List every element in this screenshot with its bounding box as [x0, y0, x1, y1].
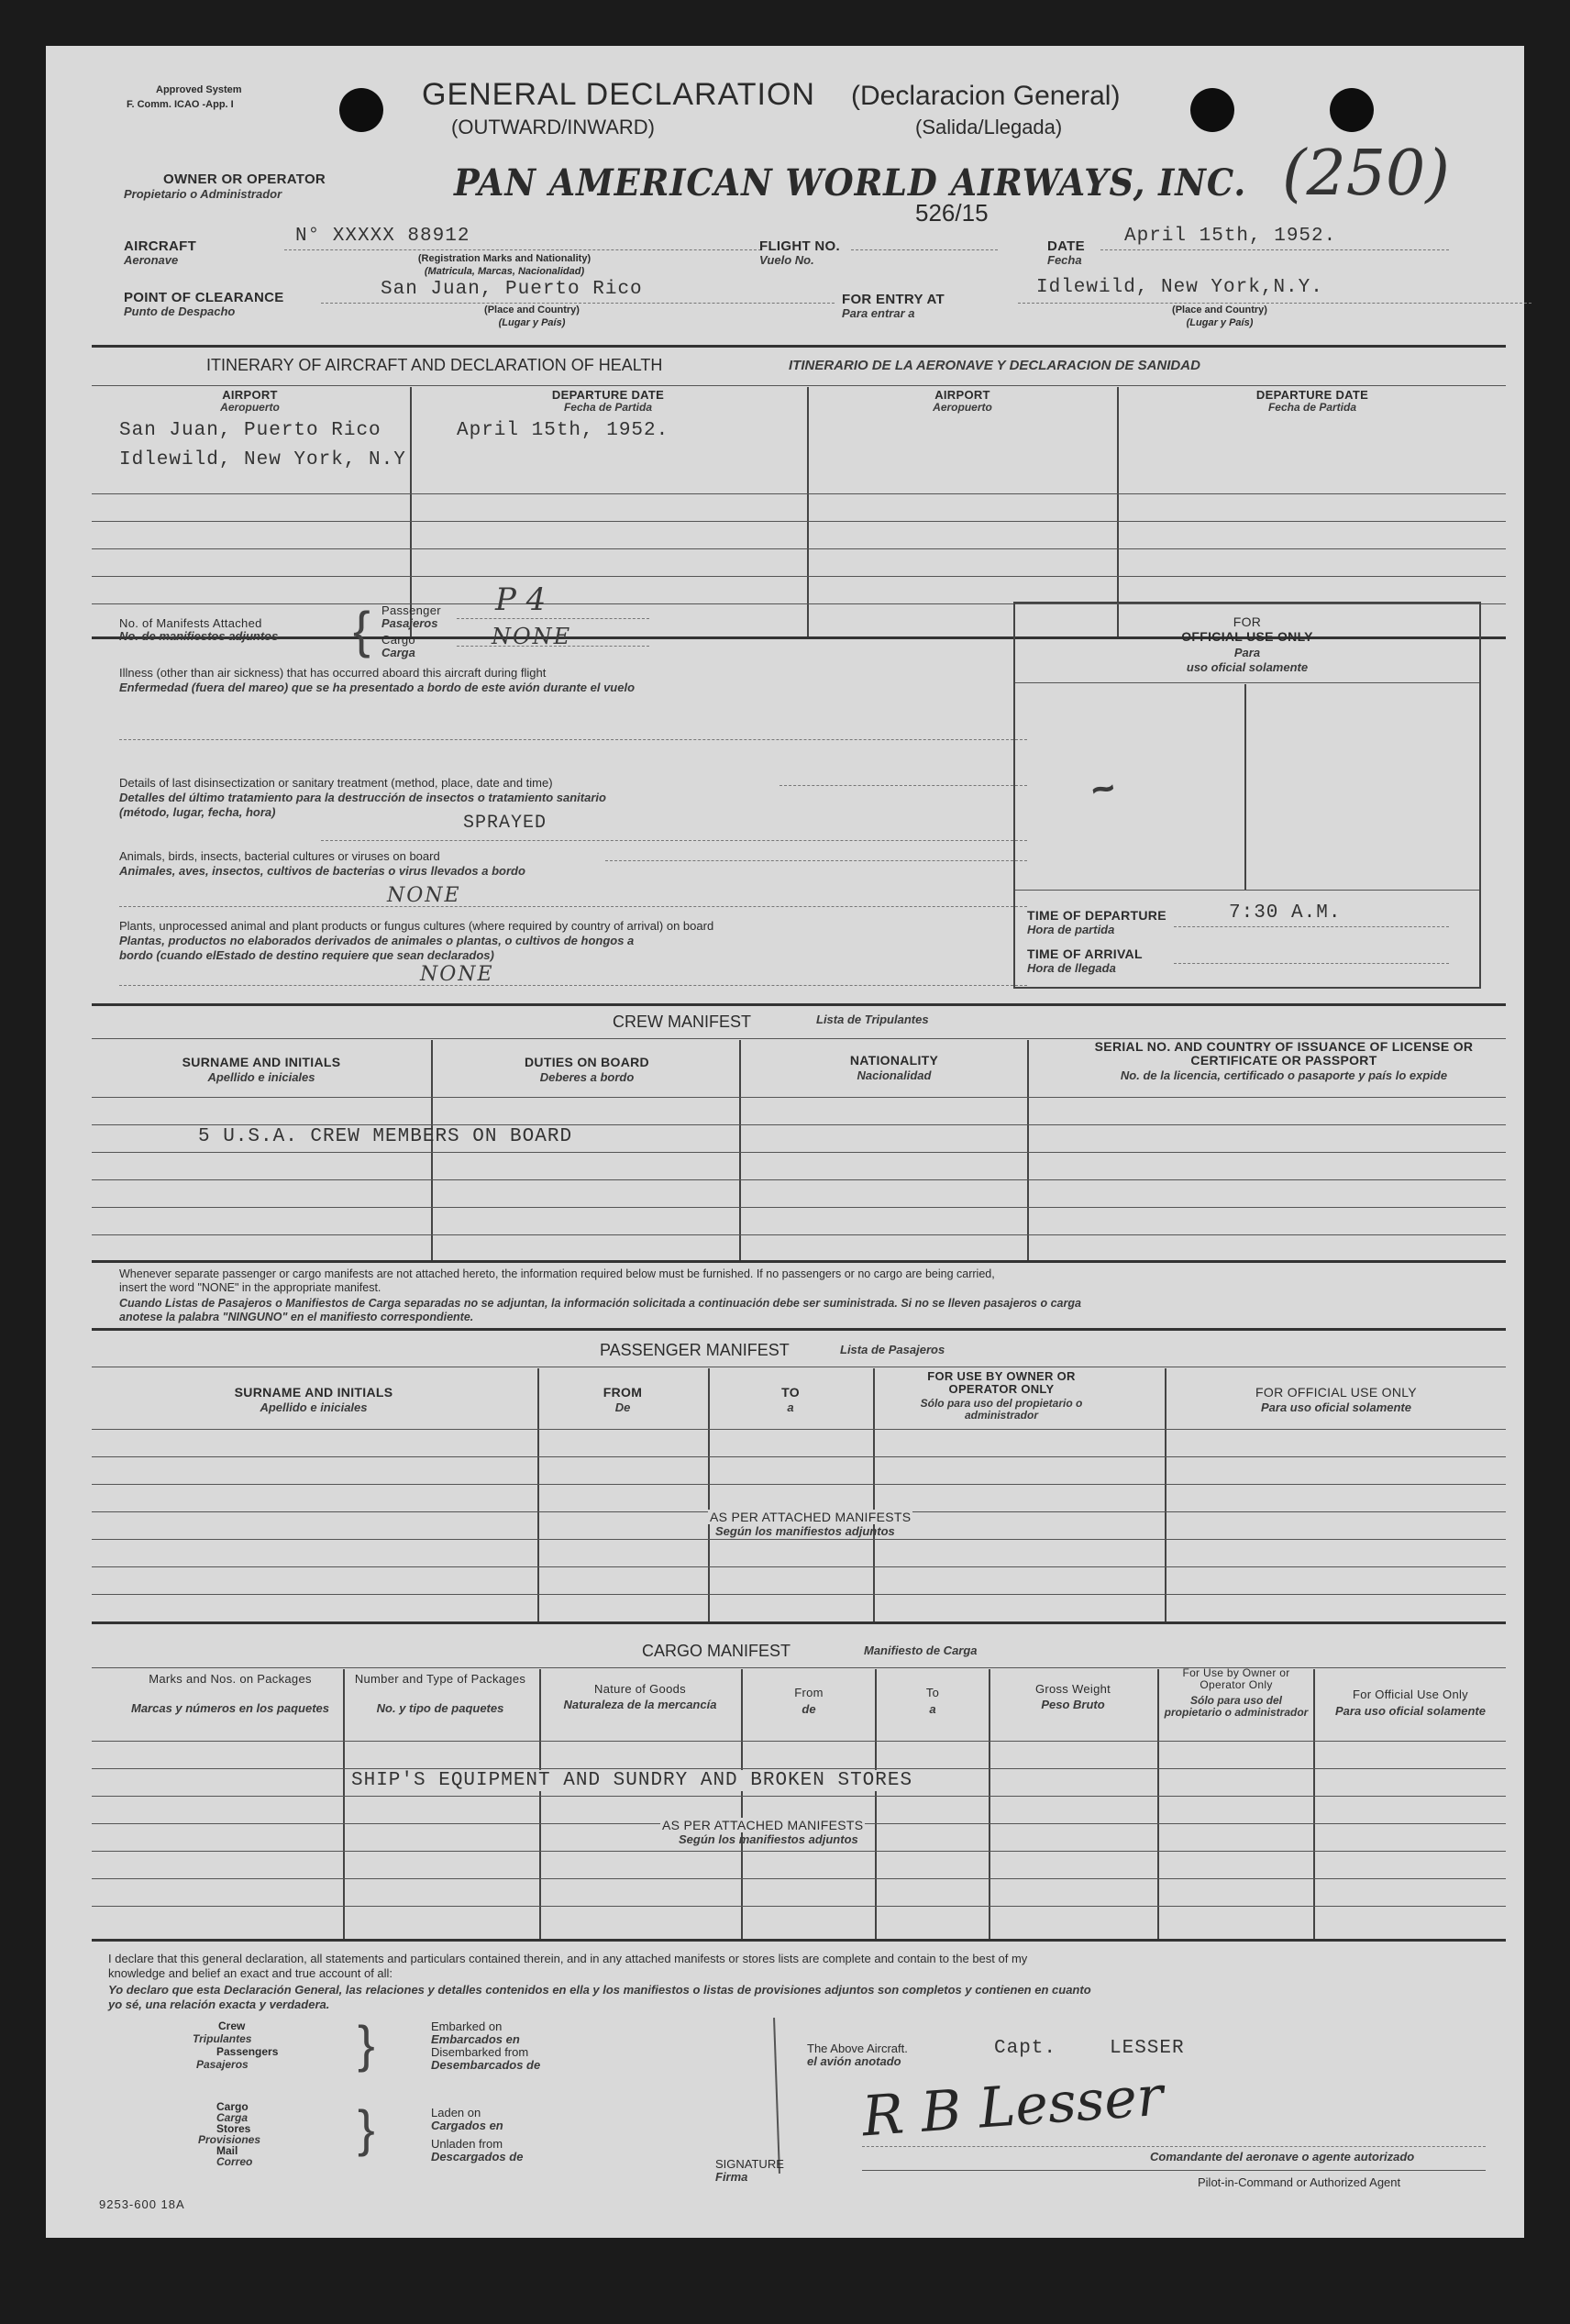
plants-value: NONE	[420, 963, 494, 986]
departure-time-value: 7:30 A.M.	[1229, 902, 1342, 924]
entry-label: FOR ENTRY AT	[842, 292, 945, 307]
stores-count-label: Stores	[216, 2122, 251, 2135]
owner-label: OWNER OR OPERATOR	[163, 172, 326, 187]
declaration-text: I declare that this general declaration, all statements and particulars contained therein, and in any attached manifests or stores lists are complete and contain to the best of my	[108, 1952, 1028, 1965]
itinerary-row2-airport: Idlewild, New York, N.Y	[119, 449, 406, 470]
passenger-header-owner: FOR USE BY OWNER OR OPERATOR ONLY	[927, 1369, 1076, 1396]
mail-count-label-es: Correo	[216, 2155, 253, 2168]
itinerary-title-es: ITINERARIO DE LA AERONAVE Y DECLARACION DE SANIDAD	[789, 358, 1200, 373]
cargo-label: Cargo	[381, 633, 415, 647]
captain-signature: R B Lesser	[859, 2064, 1166, 2150]
flight-label-es: Vuelo No.	[759, 253, 814, 267]
cargo-count-label-es: Carga	[216, 2111, 249, 2124]
unladen-label: Unladen from	[431, 2137, 503, 2151]
cargo-header-to: To	[925, 1686, 940, 1699]
notice-text-es: anotese la palabra "NINGUNO" en el manifiesto correspondiente.	[119, 1311, 474, 1323]
animals-label-es: Animales, aves, insectos, cultivos de bacterias o virus llevados a bordo	[119, 864, 525, 878]
mail-count-label: Mail	[216, 2144, 238, 2157]
disinsectization-label: Details of last disinsectization or sanitary treatment (method, place, date and time)	[119, 776, 553, 790]
animals-label: Animals, birds, insects, bacterial cultures or viruses on board	[119, 849, 440, 863]
departure-time-label: TIME OF DEPARTURE	[1027, 908, 1166, 923]
crew-header-nationality-es: Nacionalidad	[857, 1068, 932, 1082]
crew-header-duties: DUTIES ON BOARD	[525, 1055, 649, 1069]
approval-line: F. Comm. ICAO -App. I	[127, 99, 234, 110]
place-note: (Place and Country)	[484, 304, 580, 315]
passenger-header-surname: SURNAME AND INITIALS	[234, 1385, 393, 1400]
itinerary-header-date: DEPARTURE DATE	[551, 388, 665, 402]
entry-value: Idlewild, New York,N.Y.	[1036, 277, 1323, 298]
owner-label-es: Propietario o Administrador	[124, 187, 282, 201]
crew-header-surname-es: Apellido e iniciales	[207, 1070, 315, 1084]
cargo-header-goods-es: Naturaleza de la mercancía	[563, 1698, 717, 1711]
laden-label: Laden on	[431, 2106, 481, 2119]
laden-label-es: Cargados en	[431, 2119, 503, 2132]
aircraft-registration-value: N° XXXXX 88912	[295, 226, 470, 247]
captain-name: LESSER	[1110, 2038, 1185, 2059]
cargo-header-from: From	[794, 1686, 824, 1699]
commander-label: Pilot-in-Command or Authorized Agent	[1198, 2175, 1401, 2189]
itinerary-row1-airport: San Juan, Puerto Rico	[119, 420, 381, 441]
cargo-header-marks-es: Marcas y números en los paquetes	[130, 1701, 330, 1715]
cargo-label-es: Carga	[381, 646, 415, 659]
reference-number: 526/15	[915, 199, 989, 227]
declaration-text-es: Yo declaro que esta Declaración General, las relaciones y detalles contenidos en ella y los manifiestos o listas de provisiones adjuntos son completos y contienen en cuanto	[108, 1983, 1091, 1997]
form-subtitle-es: (Salida/Llegada)	[915, 116, 1063, 138]
cargo-header-marks: Marks and Nos. on Packages	[149, 1672, 312, 1686]
itinerary-header-date: DEPARTURE DATE	[1255, 388, 1369, 402]
itinerary-row1-date: April 15th, 1952.	[457, 420, 669, 441]
place-note-es: (Lugar y País)	[1186, 317, 1254, 328]
cargo-header-owner-es: Sólo para uso del propietario o administrador	[1164, 1694, 1309, 1719]
passenger-header-owner-es: Sólo para uso del propietario o administrador	[920, 1397, 1083, 1422]
itinerary-header-airport: AIRPORT	[222, 388, 278, 402]
cargo-header-packages-es: No. y tipo de paquetes	[376, 1701, 504, 1715]
cargo-header-goods: Nature of Goods	[594, 1682, 686, 1696]
cargo-entry: SHIP'S EQUIPMENT AND SUNDRY AND BROKEN STORES	[348, 1770, 915, 1791]
official-use-label-es: uso oficial solamente	[1186, 660, 1309, 674]
place-note-es: (Lugar y País)	[498, 317, 566, 328]
itinerary-header-date-es: Fecha de Partida	[563, 401, 653, 414]
passenger-label-es: Pasajeros	[381, 616, 438, 630]
cargo-manifest-count: NONE	[492, 624, 572, 649]
crew-manifest-title: CREW MANIFEST	[613, 1013, 751, 1031]
arrival-time-label-es: Hora de llegada	[1027, 961, 1116, 975]
cargo-header-from-es: de	[802, 1702, 816, 1716]
cargo-header-owner: For Use by Owner or Operator Only	[1182, 1666, 1290, 1691]
date-label: DATE	[1047, 238, 1085, 254]
passenger-header-official: FOR OFFICIAL USE ONLY	[1255, 1385, 1417, 1400]
clearance-label: POINT OF CLEARANCE	[124, 290, 284, 305]
cargo-header-to-es: a	[929, 1702, 936, 1716]
form-title: GENERAL DECLARATION	[422, 77, 815, 112]
handwritten-note: (250)	[1282, 138, 1450, 210]
captain-title: Capt.	[994, 2038, 1057, 2059]
notice-text-es: Cuando Listas de Pasajeros o Manifiestos de Carga separadas no se adjuntan, la información solicitada a continuación debe ser suministrada. Si no se lleven pasajeros o carga	[119, 1297, 1081, 1310]
embarked-label-es: Embarcados en	[431, 2032, 520, 2046]
crew-header-nationality: NATIONALITY	[849, 1053, 939, 1068]
crew-count-label-es: Tripulantes	[193, 2032, 252, 2045]
cargo-header-weight: Gross Weight	[1034, 1682, 1111, 1696]
crew-header-license-es: No. de la licencia, certificado o pasaporte y país lo expide	[1120, 1068, 1448, 1082]
brace: }	[358, 2099, 375, 2157]
declaration-text: knowledge and belief an exact and true account of all:	[108, 1966, 393, 1980]
official-use-label-es: Para	[1233, 646, 1261, 659]
brace: {	[353, 601, 370, 658]
manifests-label-es: No. de manifiestos adjuntos	[119, 629, 279, 643]
disembarked-label-es: Desembarcados de	[431, 2058, 541, 2072]
aircraft-label: AIRCRAFT	[124, 238, 197, 254]
passenger-manifest-count: P 4	[495, 581, 547, 618]
approval-line: Approved System	[156, 84, 242, 95]
entry-label-es: Para entrar a	[842, 306, 915, 320]
punch-hole	[1190, 88, 1234, 132]
punch-hole	[339, 88, 383, 132]
crew-header-surname: SURNAME AND INITIALS	[182, 1055, 341, 1069]
cargo-count-label: Cargo	[216, 2100, 249, 2113]
arrival-time-label: TIME OF ARRIVAL	[1027, 946, 1143, 961]
notice-text: Whenever separate passenger or cargo manifests are not attached hereto, the information required below must be furnished. If no passengers or no cargo are being carried,	[119, 1267, 995, 1280]
cargo-header-official-es: Para uso oficial solamente	[1334, 1704, 1486, 1718]
date-label-es: Fecha	[1047, 253, 1082, 267]
cargo-manifest-title-es: Manifiesto de Carga	[864, 1643, 978, 1657]
notice-text: insert the word "NONE" in the appropriate manifest.	[119, 1281, 381, 1294]
declaration-text-es: yo sé, una relación exacta y verdadera.	[108, 1998, 330, 2011]
brace: }	[358, 2015, 375, 2073]
operator-name: PAN AMERICAN WORLD AIRWAYS, INC.	[454, 161, 1247, 205]
illness-label-es: Enfermedad (fuera del mareo) que se ha presentado a bordo de este avión durante el vuelo	[119, 681, 636, 694]
date-value: April 15th, 1952.	[1124, 226, 1337, 247]
crew-header-duties-es: Deberes a bordo	[539, 1070, 635, 1084]
disinsectization-label-es: Detalles del último tratamiento para la destrucción de insectos o tratamiento sanitario	[119, 791, 606, 804]
clearance-value: San Juan, Puerto Rico	[381, 279, 643, 300]
flight-label: FLIGHT NO.	[759, 238, 840, 254]
punch-hole	[1330, 88, 1374, 132]
cargo-header-packages: Number and Type of Packages	[354, 1672, 526, 1686]
passenger-header-from: FROM	[603, 1385, 643, 1400]
signature-label: SIGNATURE	[715, 2157, 784, 2171]
passenger-header-surname-es: Apellido e iniciales	[260, 1400, 368, 1414]
official-for: FOR	[1233, 614, 1262, 629]
plants-label: Plants, unprocessed animal and plant products or fungus cultures (where required by country of arrival) on board	[119, 919, 714, 933]
registration-note: (Registration Marks and Nationality)	[417, 253, 592, 264]
form-subtitle: (OUTWARD/INWARD)	[451, 116, 655, 138]
disinsectization-value: SPRAYED	[463, 813, 547, 834]
cargo-header-official: For Official Use Only	[1353, 1688, 1468, 1701]
embarked-label: Embarked on	[431, 2020, 503, 2033]
crew-header-license: SERIAL NO. AND COUNTRY OF ISSUANCE OF LICENSE OR CERTIFICATE OR PASSPORT	[1094, 1039, 1474, 1068]
cargo-header-weight-es: Peso Bruto	[1041, 1698, 1105, 1711]
passengers-count-label: Passengers	[216, 2045, 279, 2058]
itinerary-header-airport: AIRPORT	[934, 388, 990, 402]
cargo-stamp: AS PER ATTACHED MANIFESTS	[662, 1818, 864, 1832]
aircraft-signature-label-es: el avión anotado	[807, 2054, 901, 2068]
passenger-manifest-title: PASSENGER MANIFEST	[600, 1341, 790, 1359]
passenger-header-to: TO	[781, 1385, 800, 1400]
passenger-stamp-es: Según los manifiestos adjuntos	[715, 1524, 895, 1538]
clearance-label-es: Punto de Despacho	[124, 304, 236, 318]
registration-note-es: (Matricula, Marcas, Nacionalidad)	[424, 266, 585, 277]
official-mark: ~	[1087, 764, 1120, 814]
commander-label-es: Comandante del aeronave o agente autorizado	[1150, 2150, 1415, 2164]
stores-count-label-es: Provisiones	[198, 2133, 261, 2146]
illness-label: Illness (other than air sickness) that has occurred aboard this aircraft during flight	[119, 666, 547, 680]
cargo-stamp-es: Según los manifiestos adjuntos	[679, 1832, 858, 1846]
disinsectization-label-es: (método, lugar, fecha, hora)	[119, 805, 276, 819]
plants-label-es: bordo (cuando elEstado de destino requiere que sean declarados)	[119, 948, 494, 962]
manifests-label: No. of Manifests Attached	[119, 616, 262, 630]
animals-value: NONE	[387, 884, 461, 907]
itinerary-header-airport-es: Aeropuerto	[933, 401, 992, 414]
passenger-header-from-es: De	[614, 1400, 631, 1414]
departure-time-label-es: Hora de partida	[1027, 923, 1115, 936]
itinerary-header-airport-es: Aeropuerto	[220, 401, 280, 414]
passenger-header-to-es: a	[787, 1400, 794, 1414]
signature-label-es: Firma	[715, 2170, 748, 2184]
itinerary-header-date-es: Fecha de Partida	[1267, 401, 1357, 414]
form-number: 9253-600 18A	[99, 2197, 185, 2211]
place-note: (Place and Country)	[1172, 304, 1267, 315]
disembarked-label: Disembarked from	[431, 2045, 529, 2059]
form-title-es: (Declaracion General)	[851, 81, 1121, 111]
passenger-manifest-title-es: Lista de Pasajeros	[840, 1343, 945, 1356]
crew-count-label: Crew	[218, 2020, 246, 2032]
passenger-label: Passenger	[381, 603, 441, 617]
itinerary-title: ITINERARY OF AIRCRAFT AND DECLARATION OF HEALTH	[206, 356, 663, 374]
declaration-sheet	[46, 46, 1524, 2238]
passenger-header-official-es: Para uso oficial solamente	[1260, 1400, 1411, 1414]
passenger-stamp: AS PER ATTACHED MANIFESTS	[710, 1510, 912, 1524]
cargo-manifest-title: CARGO MANIFEST	[642, 1642, 791, 1660]
official-use-label: OFFICIAL USE ONLY	[1181, 629, 1313, 644]
crew-entry: 5 U.S.A. CREW MEMBERS ON BOARD	[198, 1126, 573, 1147]
aircraft-signature-label: The Above Aircraft.	[807, 2042, 908, 2055]
plants-label-es: Plantas, productos no elaborados derivados de animales o plantas, o cultivos de hongos a	[119, 934, 635, 947]
passengers-count-label-es: Pasajeros	[196, 2058, 249, 2071]
aircraft-label-es: Aeronave	[124, 253, 179, 267]
unladen-label-es: Descargados de	[431, 2150, 524, 2164]
crew-manifest-title-es: Lista de Tripulantes	[816, 1013, 929, 1026]
